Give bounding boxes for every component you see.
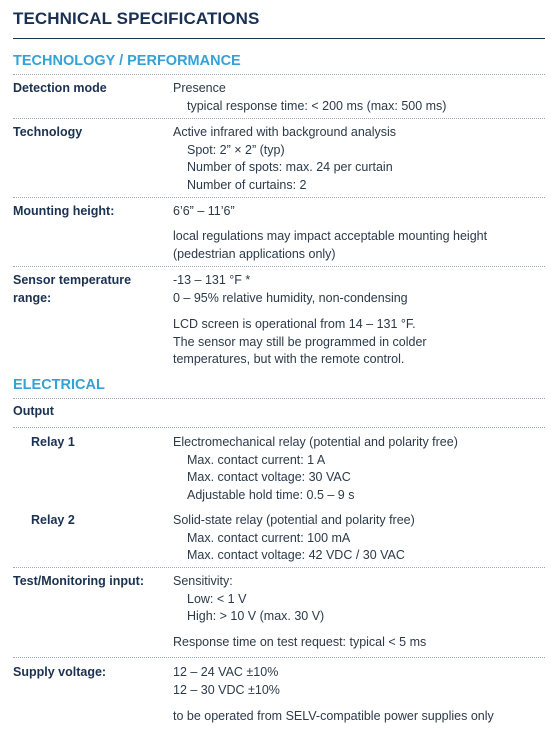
row-divider bbox=[13, 266, 545, 267]
relay2-label: Relay 2 bbox=[31, 513, 75, 527]
mounting-height-note-line: local regulations may impact acceptable mounting height bbox=[173, 229, 488, 243]
relay1-line: Electromechanical relay (potential and polarity free) bbox=[173, 435, 458, 449]
row-divider bbox=[13, 398, 545, 399]
mounting-height-note-line: (pedestrian applications only) bbox=[173, 246, 336, 261]
row-divider bbox=[13, 197, 545, 198]
page-title: TECHNICAL SPECIFICATIONS bbox=[13, 9, 260, 28]
relay2-line: Max. contact voltage: 42 VDC / 30 VAC bbox=[187, 548, 405, 562]
technology-line: Active infrared with background analysis bbox=[173, 125, 397, 139]
sensor-temperature-line: 0 – 95% relative humidity, non-condensing bbox=[173, 290, 408, 305]
row-divider bbox=[13, 567, 545, 568]
sensor-temperature-note-line: temperatures, but with the remote control. bbox=[173, 352, 405, 366]
technology-line: Number of curtains: 2 bbox=[187, 177, 307, 192]
row-divider bbox=[13, 657, 545, 658]
supply-voltage-line: 12 – 30 VDC ±10% bbox=[173, 682, 280, 697]
detection-mode-value bbox=[173, 80, 548, 115]
test-input-line: Sensitivity: bbox=[173, 574, 233, 588]
test-input-label: Test/Monitoring input: bbox=[13, 574, 144, 588]
mounting-height-note bbox=[173, 228, 548, 263]
supply-voltage-note: to be operated from SELV-compatible power supplies only bbox=[173, 709, 494, 723]
supply-voltage-line: 12 – 24 VAC ±10% bbox=[173, 665, 279, 679]
technology-line: Number of spots: max. 24 per curtain bbox=[187, 160, 393, 174]
title-divider bbox=[13, 38, 545, 39]
section-heading-technology: TECHNOLOGY / PERFORMANCE bbox=[13, 53, 241, 69]
detection-mode-label: Detection mode bbox=[13, 81, 107, 95]
output-label: Output bbox=[13, 404, 54, 418]
supply-voltage-value bbox=[173, 664, 548, 699]
row-divider bbox=[13, 74, 545, 75]
technology-line: Spot: 2” × 2” (typ) bbox=[187, 142, 285, 157]
technology-value bbox=[173, 124, 548, 194]
mounting-height-value: 6’6” – 11’6” bbox=[173, 204, 235, 218]
relay1-line: Max. contact current: 1 A bbox=[187, 452, 326, 467]
relay1-label: Relay 1 bbox=[31, 435, 75, 449]
relay2-value bbox=[173, 512, 548, 565]
detection-mode-line: typical response time: < 200 ms (max: 500 ms) bbox=[187, 98, 447, 113]
relay2-line: Solid-state relay (potential and polarity free) bbox=[173, 513, 415, 527]
technology-label: Technology bbox=[13, 125, 83, 139]
relay1-line: Adjustable hold time: 0.5 – 9 s bbox=[187, 487, 355, 502]
section-heading-electrical: ELECTRICAL bbox=[13, 377, 105, 393]
row-divider bbox=[13, 118, 545, 119]
relay2-line: Max. contact current: 100 mA bbox=[187, 530, 351, 545]
mounting-height-label: Mounting height: bbox=[13, 204, 115, 218]
sensor-temperature-label: Sensor temperature range: bbox=[13, 273, 132, 305]
sensor-temperature-value bbox=[173, 272, 548, 307]
relay1-value bbox=[173, 434, 548, 504]
detection-mode-line: Presence bbox=[173, 81, 226, 95]
supply-voltage-label: Supply voltage: bbox=[13, 665, 107, 679]
test-input-note: Response time on test request: typical < 5 ms bbox=[173, 635, 427, 649]
test-input-value bbox=[173, 573, 548, 626]
test-input-line: High: > 10 V (max. 30 V) bbox=[187, 609, 325, 623]
row-divider bbox=[13, 427, 545, 428]
sensor-temperature-note-line: LCD screen is operational from 14 – 131 °F. bbox=[173, 317, 416, 331]
test-input-line: Low: < 1 V bbox=[187, 591, 247, 606]
sensor-temperature-note bbox=[173, 316, 548, 369]
sensor-temperature-note-line: The sensor may still be programmed in colder bbox=[173, 334, 427, 349]
sensor-temperature-line: -13 – 131 °F * bbox=[173, 273, 251, 287]
relay1-line: Max. contact voltage: 30 VAC bbox=[187, 470, 351, 484]
